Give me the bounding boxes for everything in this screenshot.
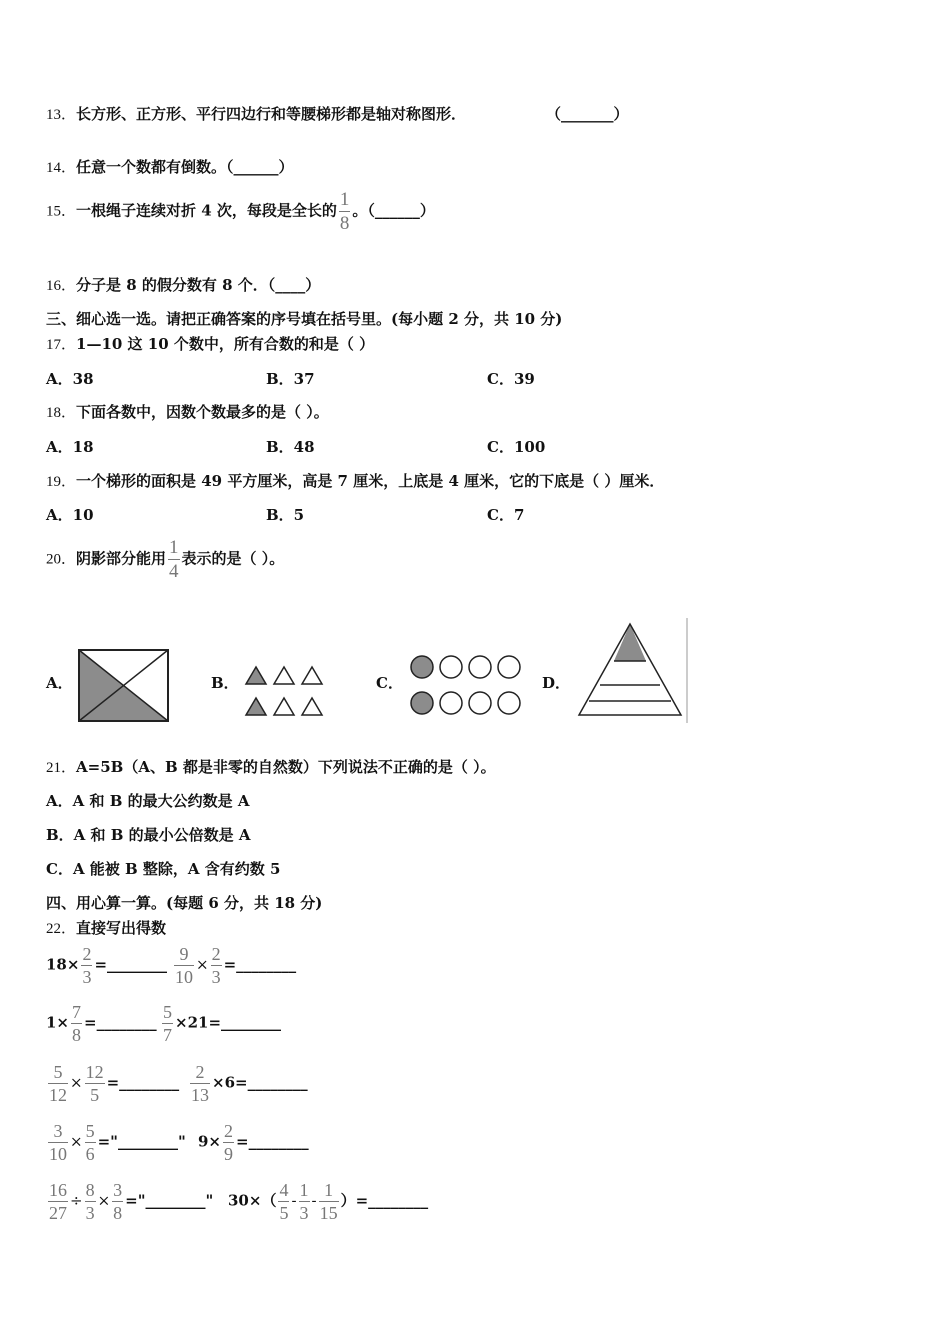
figure-a-rectangle[interactable] [78,649,170,723]
answer-blank[interactable]: =________ [223,955,297,974]
calc-row-2-b [160,1003,281,1044]
fraction: $\frac{2}{9}$ [224,1121,234,1164]
operator: ÷ [70,1191,83,1210]
option-a[interactable]: A． [46,674,73,692]
answer-blank[interactable]: 。（______） [352,201,435,220]
question-13 [46,103,466,124]
question-number: 21． [46,760,77,776]
fraction: $\frac{2}{3}$ [82,944,92,987]
fraction: $\frac{2}{13}$ [191,1062,209,1105]
question-text[interactable]: 任意一个数都有倒数。（______） [76,158,294,176]
calc-row-5 [46,1181,213,1222]
answer-blank[interactable]: =________ [84,1013,157,1032]
operator: × [70,1073,83,1092]
answer-blank[interactable]: ×21=________ [175,1013,282,1032]
calc-row-1 [46,945,167,986]
question-text: 1—10 这 10 个数中，所有合数的和是（ ） [76,335,375,353]
expr-text: 9× [198,1132,222,1151]
question-number: 17． [46,337,77,353]
option-a[interactable]: A．A 和 B 的最大公约数是 A [46,792,250,810]
fraction: $\frac{3}{8}$ [113,1180,123,1223]
operator: - [291,1191,297,1210]
question-text-end: 表示的是（ ）。 [181,549,285,568]
option-c[interactable]: C．100 [487,438,546,456]
calc-row-3-b [188,1063,308,1104]
option-b[interactable]: B．5 [266,506,305,524]
fraction: $\frac{1}{15}$ [319,1180,338,1223]
question-18 [46,401,329,422]
fraction: $\frac{5}{7}$ [163,1002,172,1045]
expr-text: 1× [46,1013,70,1032]
figure-b-triangles[interactable] [243,664,327,720]
question-number: 22． [46,921,77,937]
question-17 [46,333,374,354]
answer-blank[interactable]: =________ [236,1132,309,1151]
option-c[interactable]: C．7 [487,506,525,524]
calc-row-4 [46,1122,186,1163]
option-b[interactable]: B．A 和 B 的最小公倍数是 A [46,826,251,844]
figure-d-triangle[interactable] [575,617,690,725]
answer-blank[interactable]: ="________" [97,1132,186,1151]
question-number: 18． [46,405,77,421]
question-number: 14． [46,160,77,176]
fraction: $\frac{5}{6}$ [85,1121,95,1164]
question-number: 20． [46,551,77,568]
expr-text: 18× [46,955,80,974]
option-a[interactable]: A．10 [46,506,94,524]
question-text: 一个梯形的面积是 49 平方厘米，高是 7 厘米，上底是 4 厘米，它的下底是（ ）厘米． [76,472,665,490]
fraction: $\frac{1}{4}$ [169,537,179,582]
operator: × [196,955,209,974]
question-number: 16． [46,278,77,294]
fraction: $\frac{3}{10}$ [49,1121,67,1164]
question-text: A=5B（A、B 都是非零的自然数）下列说法不正确的是（ ）。 [76,758,496,776]
answer-blank[interactable]: ×6=________ [212,1073,308,1092]
fraction: $\frac{9}{10}$ [175,944,193,987]
answer-blank[interactable]: =________ [94,955,168,974]
option-c[interactable]: C．39 [487,370,535,388]
calc-row-2 [46,1003,157,1044]
fraction: $\frac{1}{3}$ [299,1180,309,1223]
answer-blank[interactable]: =________ [106,1073,180,1092]
question-number: 19． [46,474,77,490]
operator: × [70,1132,83,1151]
option-b[interactable]: B．48 [266,438,315,456]
calc-row-1-b [172,945,296,986]
question-text: 阴影部分能用 [76,549,167,568]
question-number: 15． [46,203,77,220]
option-c[interactable]: C． [376,674,403,692]
question-text[interactable]: 分子是 8 的假分数有 8 个．（____） [76,276,321,294]
calc-row-3 [46,1063,179,1104]
section-4-title: 四、用心算一算。(每题 6 分，共 18 分) [46,894,323,912]
calc-row-4-b [198,1122,309,1163]
fraction: $\frac{2}{3}$ [211,944,221,987]
section-3-title: 三、细心选一选。请把正确答案的序号填在括号里。(每小题 2 分，共 10 分) [46,310,563,328]
question-text: 下面各数中，因数个数最多的是（ ）。 [76,403,329,421]
fraction: $\frac{4}{5}$ [279,1180,289,1223]
answer-blank[interactable]: ）=________ [340,1191,429,1210]
question-text: 直接写出得数 [76,919,167,937]
fraction: $\frac{5}{12}$ [49,1062,67,1105]
question-15 [46,190,435,233]
fraction: $\frac{7}{8}$ [72,1002,82,1045]
question-text: 一根绳子连续对折 4 次，每段是全长的 [76,201,337,220]
question-16 [46,274,320,295]
option-c[interactable]: C．A 能被 B 整除，A 含有约数 5 [46,860,281,878]
option-d[interactable]: D． [542,674,571,692]
expr-text: 30×（ [228,1191,277,1210]
question-number: 13． [46,107,77,123]
question-21 [46,756,496,777]
option-b[interactable]: B． [211,674,239,692]
option-b[interactable]: B．37 [266,370,315,388]
option-a[interactable]: A．38 [46,370,94,388]
calc-row-5-b [228,1181,428,1222]
question-20 [46,538,284,581]
figure-c-circles[interactable] [408,653,526,719]
fraction: $\frac{12}{5}$ [85,1062,104,1105]
option-a[interactable]: A．18 [46,438,94,456]
question-19 [46,470,664,491]
fraction: $\frac{16}{27}$ [49,1180,67,1223]
question-14 [46,156,294,177]
answer-blank[interactable]: （_______） [546,105,629,123]
fraction: $\frac{8}{3}$ [85,1180,95,1223]
operator: - [311,1191,317,1210]
answer-blank[interactable]: ="________" [125,1191,214,1210]
fraction: $\frac{1}{8}$ [339,189,350,234]
question-22 [46,917,166,938]
operator: × [97,1191,111,1210]
question-text: 长方形、正方形、平行四边行和等腰梯形都是轴对称图形． [76,105,467,123]
